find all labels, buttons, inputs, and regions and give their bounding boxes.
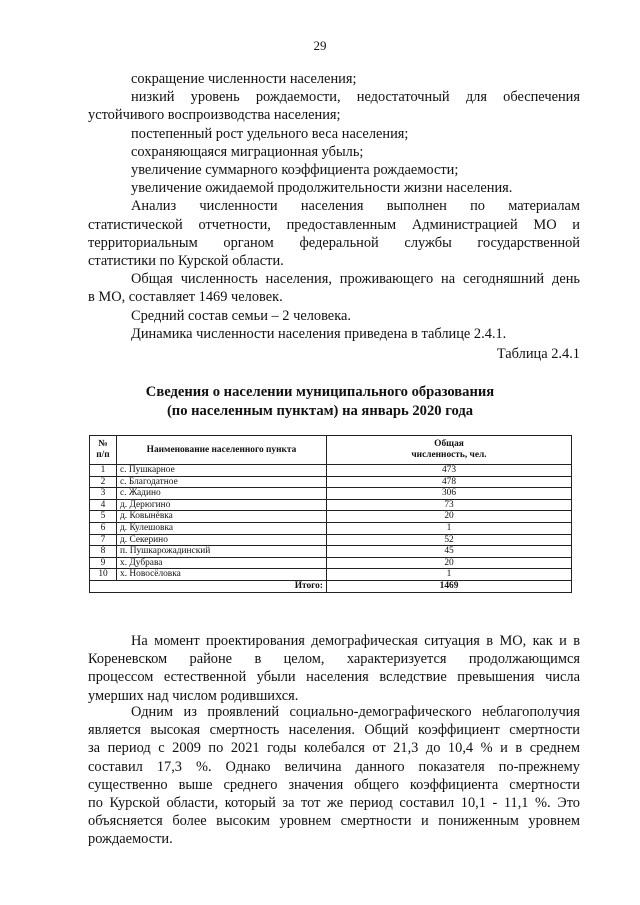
row-pop: 1 (327, 522, 572, 534)
list-item: низкий уровень рождаемости, недостаточный для обеспечения (131, 89, 580, 106)
table-row (90, 557, 572, 569)
table-title-line: Сведения о населении муниципального образования (145, 384, 495, 400)
row-pop: 45 (327, 546, 572, 558)
row-name: д. Ковынёвка (117, 511, 327, 523)
table-row (90, 511, 572, 523)
row-num: 8 (90, 546, 117, 558)
table-row (90, 546, 572, 558)
paragraph-line: умерших над числом родившихся. (88, 687, 299, 704)
row-pop: 73 (327, 499, 572, 511)
row-pop: 473 (327, 465, 572, 477)
table-row (90, 499, 572, 511)
table-row (90, 534, 572, 546)
population-line: Общая численность населения, проживающего на сегодняшний день (131, 271, 580, 288)
paragraph-line: Кореневском районе в целом, характеризуется продолжающимся (88, 651, 580, 668)
analysis-line: Анализ численности населения выполнен по материалам (131, 198, 580, 215)
list-item: увеличение суммарного коэффициента рождаемости; (131, 162, 459, 179)
analysis-line: статистической отчетности, предоставленным Администрацией МО и (88, 216, 580, 233)
header-num (90, 436, 117, 465)
row-name: д. Кулешовка (117, 522, 327, 534)
paragraph-line: существенно выше среднего значения общего коэффициента смертности (88, 776, 580, 793)
total-value: 1469 (327, 580, 572, 592)
analysis-line: статистики по Курской области. (88, 253, 284, 270)
family-line: Средний состав семьи – 2 человека. (131, 307, 351, 324)
header-num-line: п/п (96, 450, 110, 460)
paragraph-line: рождаемости. (88, 831, 173, 848)
page-number: 29 (313, 38, 327, 53)
row-num: 3 (90, 488, 117, 500)
row-pop: 20 (327, 557, 572, 569)
row-pop: 306 (327, 488, 572, 500)
row-num: 4 (90, 499, 117, 511)
header-pop-line: численность, чел. (411, 450, 487, 460)
table-total-row (90, 580, 572, 592)
row-name: х. Дубрава (117, 557, 327, 569)
row-num: 1 (90, 465, 117, 477)
table-header-row (90, 436, 572, 465)
row-name: д. Секерино (117, 534, 327, 546)
paragraph-line: является высокая смертность населения. Общий коэффициент смертности (88, 722, 580, 739)
mortality-paragraph (88, 703, 580, 849)
row-num: 5 (90, 511, 117, 523)
table-title (0, 383, 640, 421)
paragraph-line: На момент проектирования демографическая ситуация в МО, как и в (131, 633, 580, 649)
row-num: 10 (90, 569, 117, 581)
table-row (90, 476, 572, 488)
header-population (327, 436, 572, 465)
row-name: д. Дерюгино (117, 499, 327, 511)
row-pop: 478 (327, 476, 572, 488)
top-text-block (88, 70, 580, 343)
dynamics-line: Динамика численности населения приведена в таблице 2.4.1. (131, 325, 507, 342)
table-row (90, 465, 572, 477)
table-title-line: (по населенным пунктам) на январь 2020 года (166, 403, 474, 419)
row-name: п. Пушкарожадинский (117, 546, 327, 558)
table-caption: Таблица 2.4.1 (496, 346, 580, 362)
table-row (90, 569, 572, 581)
paragraph-line: Одним из проявлений социально-демографического неблагополучия (131, 704, 580, 720)
list-item: сохраняющаяся миграционная убыль; (131, 143, 364, 160)
population-line: в МО, составляет 1469 человек. (88, 289, 283, 306)
row-num: 9 (90, 557, 117, 569)
paragraph-line: по Курской области, который за тот же период составил 10,1 - 11,1 %. Это (88, 795, 580, 812)
row-name: х. Новосёловка (117, 569, 327, 581)
paragraph-line: объясняется более высоким уровнем смертности и пониженным уровнем (88, 813, 580, 830)
header-pop-line: Общая (434, 439, 464, 450)
row-num: 7 (90, 534, 117, 546)
row-num: 6 (90, 522, 117, 534)
population-table (89, 435, 572, 593)
row-pop: 1 (327, 569, 572, 581)
list-item: постепенный рост удельного веса населения; (131, 125, 409, 142)
list-item: сокращение численности населения; (131, 71, 357, 87)
demography-paragraph (88, 632, 580, 705)
list-item-continuation: устойчивого воспроизводства населения; (88, 107, 341, 124)
header-name: Наименование населенного пункта (117, 436, 327, 465)
row-pop: 20 (327, 511, 572, 523)
row-name: с. Пушкарное (117, 465, 327, 477)
analysis-line: территориальным органом федеральной службы государственной (88, 234, 580, 251)
row-name: с. Жадино (117, 488, 327, 500)
paragraph-line: за период с 2009 по 2021 годы колебался от 21,3 до 10,4 % и в среднем (88, 740, 580, 757)
row-pop: 52 (327, 534, 572, 546)
total-label: Итого: (90, 580, 327, 592)
paragraph-line: составил 17,3 %. Однако величина данного показателя по-прежнему (88, 758, 580, 775)
row-name: с. Благодатное (117, 476, 327, 488)
paragraph-line: процессом естественной убыли населения вследствие превышения числа (88, 669, 580, 686)
header-num-line: № (98, 439, 108, 450)
table-row (90, 522, 572, 534)
table-row (90, 488, 572, 500)
list-item: увеличение ожидаемой продолжительности жизни населения. (131, 180, 513, 197)
row-num: 2 (90, 476, 117, 488)
